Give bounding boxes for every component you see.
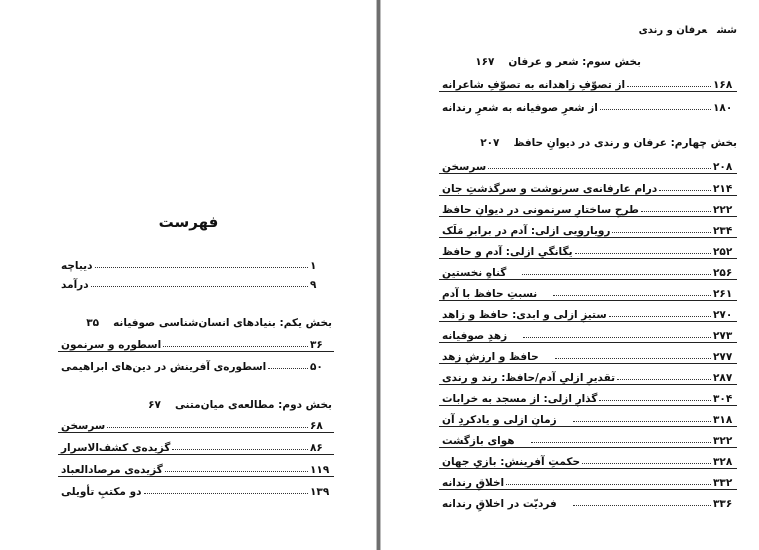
running-head <box>403 25 737 36</box>
toc-entry: گناهِ نخستین ۲۵۶ <box>439 261 737 280</box>
toc-entry: سرسخن ۶۸ <box>58 414 334 433</box>
toc-entry: فردیّت در اخلاقِ رندانه ۳۳۶ <box>442 498 733 510</box>
left-page <box>0 0 377 550</box>
toc-entry: دیباچه ۱ <box>61 260 317 272</box>
section-heading: بخش یکم: بنیادهای انسان‌شناسی صوفیانه۳۵ <box>86 317 332 329</box>
toc-entry: نسبتِ حافظ با آدم ۲۶۱ <box>439 282 737 301</box>
toc-entry: درام عارفانه‌ی سرنوشت و سرگذشتِ جان ۲۱۴ <box>439 177 737 196</box>
toc-entry: دو مکتبِ تأویلی ۱۳۹ <box>61 486 330 498</box>
toc-entry: درآمد ۹ <box>61 279 317 291</box>
section-heading: بخش دوم: مطالعه‌ی میان‌متنی۶۷ <box>148 399 332 411</box>
toc-entry: سرسخن ۲۰۸ <box>439 155 737 174</box>
right-page <box>380 0 759 550</box>
toc-entry: یگانگیِ ازلی: آدم و حافظ ۲۵۲ <box>439 240 737 259</box>
toc-title: فهرست <box>158 213 219 231</box>
toc-entry: از تصوّفِ زاهدانه به تصوّفِ شاعرانه ۱۶۸ <box>439 73 737 92</box>
toc-entry: ستیزِ ازلی و ابدی: حافظ و زاهد ۲۷۰ <box>439 303 737 322</box>
toc-entry: از شعرِ صوفیانه به شعرِ رندانه ۱۸۰ <box>442 102 733 114</box>
toc-entry: زهدِ صوفیانه ۲۷۳ <box>439 324 737 343</box>
toc-entry: گزیده‌ی مرصادالعباد ۱۱۹ <box>58 458 334 477</box>
toc-entry: اسطوره‌ی آفرینش در دین‌های ابراهیمی ۵۰ <box>61 361 323 373</box>
toc-entry: طرحِ ساختارِ سرنمونی در دیوانِ حافظ ۲۲۲ <box>439 198 737 217</box>
section-heading: بخش سوم: شعر و عرفان۱۶۷ <box>475 56 641 68</box>
page-number: شش <box>716 25 737 36</box>
toc-entry: حکمتِ آفرینش: بازیِ جهان ۳۲۸ <box>439 450 737 469</box>
toc-entry: حافظ و ارزشِ زهد ۲۷۷ <box>439 345 737 364</box>
toc-entry: گزیده‌ی کشف‌الاسرار ۸۶ <box>58 436 334 455</box>
toc-entry: تقدیرِ ازلیِ آدم/حافظ: رند و رندی ۲۸۷ <box>439 366 737 385</box>
toc-entry: هوای بازگشت ۳۲۲ <box>439 429 737 448</box>
running-title: عرفان و رندی <box>638 25 707 36</box>
toc-entry: زمانِ ازلی و یادکردِ آن ۳۱۸ <box>439 408 737 427</box>
toc-entry: گذارِ ازلی: از مسجد به خرابات ۳۰۴ <box>439 387 737 406</box>
toc-entry: رویارویی ازلی: آدم در برابرِ مَلَک ۲۳۴ <box>439 219 737 238</box>
section-heading: بخش چهارم: عرفان و رندی در دیوانِ حافظ۲۰۷ <box>480 137 737 149</box>
toc-entry: اخلاقِ رندانه ۳۳۲ <box>439 471 737 490</box>
toc-entry: اسطوره و سرنمون ۳۶ <box>58 333 334 352</box>
